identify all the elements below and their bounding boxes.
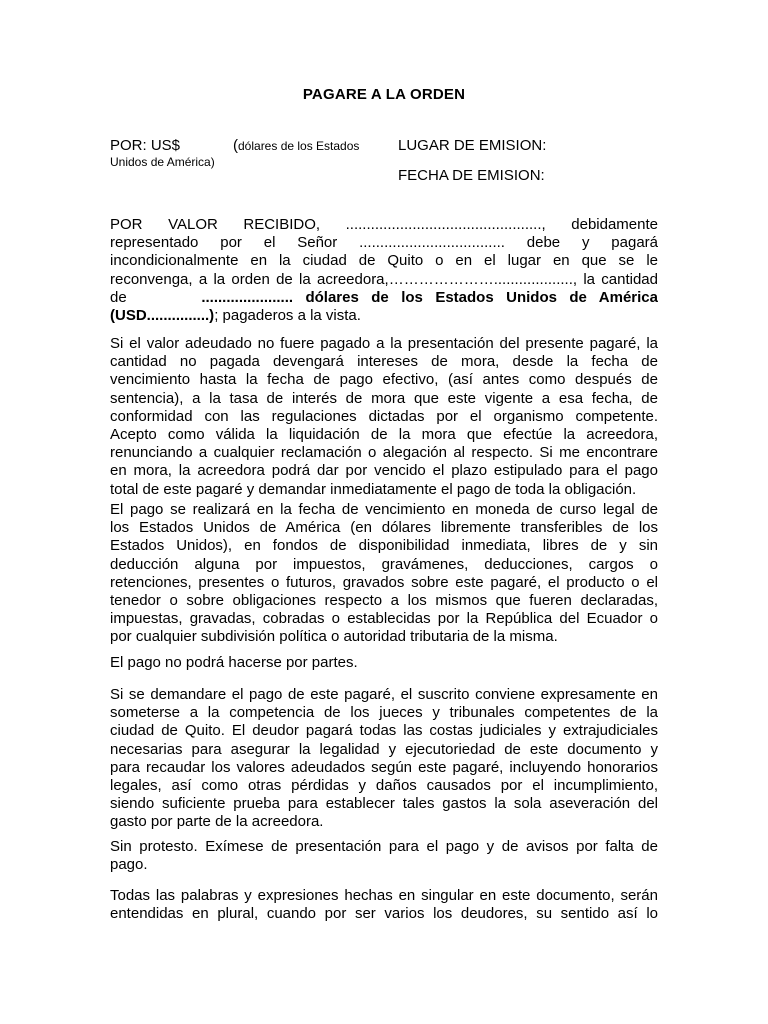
paragraph-demanda — [110, 686, 658, 832]
paragraph-line-amount — [110, 289, 658, 307]
paragraph-pago-moneda — [110, 501, 658, 647]
paragraph-line: deducción alguna por impuestos, gravámenes, deducciones, cargos o — [110, 555, 658, 573]
paragraph-line: El pago no podrá hacerse por partes. — [110, 654, 358, 671]
amount-prefix: de — [110, 288, 127, 306]
paragraph-line: necesarias para asegurar la legalidad y ejecutoriedad de este documento y — [110, 740, 658, 758]
paragraph-line: conformidad con las regulaciones dictadas por el organismo competente. — [110, 407, 658, 425]
paragraph-line: El pago se realizará en la fecha de vencimiento en moneda de curso legal de — [110, 501, 658, 518]
amount-words-blank: ...................... dólares de los Estados Unidos de América — [201, 288, 658, 306]
paragraph-line: cantidad no pagada devengará intereses de mora, desde la fecha de — [110, 353, 658, 371]
paragraph-line: retenciones, presentes o futuros, gravados sobre este pagaré, el producto o el — [110, 573, 658, 591]
usd-amount-blank: (USD...............) — [110, 306, 215, 324]
paragraph-no-partes — [110, 654, 658, 672]
currency-note-text: dólares de los Estados — [238, 139, 360, 153]
currency-note-line1 — [233, 137, 359, 155]
paragraph-line: incondicionalmente en la ciudad de Quito o en el lugar en que se le — [110, 252, 658, 270]
por-label: POR: US$ — [110, 137, 181, 154]
paragraph-line: Acepto como válida la liquidación de la mora que efectúe la acreedora, — [110, 425, 658, 443]
paragraph-line: total de este pagaré y demandar inmediatamente el pago de toda la obligación. — [110, 480, 637, 498]
paragraph-line: los Estados Unidos de América (en dólares libremente transferibles de los — [110, 519, 658, 537]
paragraph-line: legales, así como otras pérdidas y daños causados por el incumplimiento, — [110, 776, 658, 794]
paragraph-line-usd — [110, 307, 658, 325]
lugar-emision-label: LUGAR DE EMISION: — [398, 137, 547, 154]
paragraph-sin-protesto — [110, 838, 658, 874]
paragraph-line: Si se demandare el pago de este pagaré, el suscrito conviene expresamente en — [110, 686, 658, 703]
paragraph-line: representado por el Señor ................................... debe y pagará — [110, 234, 658, 252]
paragraph-line: entendidas en plural, cuando por ser varios los deudores, su sentido así lo — [110, 905, 658, 923]
paragraph-line: sentencia), a la tasa de interés de mora que este vigente a esa fecha, de — [110, 389, 658, 407]
paragraph-line: ciudad de Quito. El deudor pagará todas las costas judiciales y extrajudiciales — [110, 722, 658, 740]
paragraph-mora — [110, 335, 658, 499]
paragraph-line: pago. — [110, 856, 148, 874]
paragraph-singular-plural — [110, 887, 658, 923]
currency-note-open: ( — [233, 137, 238, 154]
document-title: PAGARE A LA ORDEN — [302, 86, 466, 103]
currency-note-line2: Unidos de América) — [110, 155, 215, 169]
paragraph-line: vencimiento hasta la fecha de pago efectivo, (así antes como después de — [110, 371, 658, 389]
paragraph-line: para recaudar los valores adeudados según este pagaré, incluyendo honorarios — [110, 758, 658, 776]
paragraph-line: Sin protesto. Exímese de presentación para el pago y de avisos por falta de — [110, 838, 658, 855]
paragraph-line: gasto por parte de la acreedora. — [110, 813, 324, 831]
paragraph-line: siendo suficiente prueba para establecer tales gastos la sola aseveración del — [110, 795, 658, 813]
paragraph-line: renunciando a cualquier reclamación o alegación al respecto. Si me encontrare — [110, 444, 658, 462]
paragraph-line: POR VALOR RECIBIDO, ..............................................., debidamente — [110, 216, 658, 233]
paragraph-line: Todas las palabras y expresiones hechas en singular en este documento, serán — [110, 887, 658, 904]
paragraph-line: por cualquier subdivisión política o autoridad tributaria de la misma. — [110, 628, 558, 646]
paragraph-line: tenedor o sobre obligaciones respecto a los mismos que fueren declaradas, — [110, 591, 658, 609]
payable-on-sight: ; pagaderos a la vista. — [214, 306, 361, 324]
paragraph-por-valor-recibido — [110, 216, 658, 325]
fecha-emision-label: FECHA DE EMISION: — [398, 167, 545, 184]
paragraph-line: Estados Unidos), en fondos de disponibilidad inmediata, libres de y sin — [110, 537, 658, 555]
paragraph-line: Si el valor adeudado no fuere pagado a la presentación del presente pagaré, la — [110, 335, 658, 352]
paragraph-line: someterse a la competencia de los jueces y tribunales competentes de la — [110, 704, 658, 722]
paragraph-line: reconvenga, a la orden de la acreedora,…………………..................., la cantidad — [110, 270, 658, 288]
paragraph-line: en mora, la acreedora podrá dar por vencido el plazo estipulado para el pago — [110, 462, 658, 480]
paragraph-line: impuestas, gravadas, cobradas o establecidas por la República del Ecuador o — [110, 610, 658, 628]
